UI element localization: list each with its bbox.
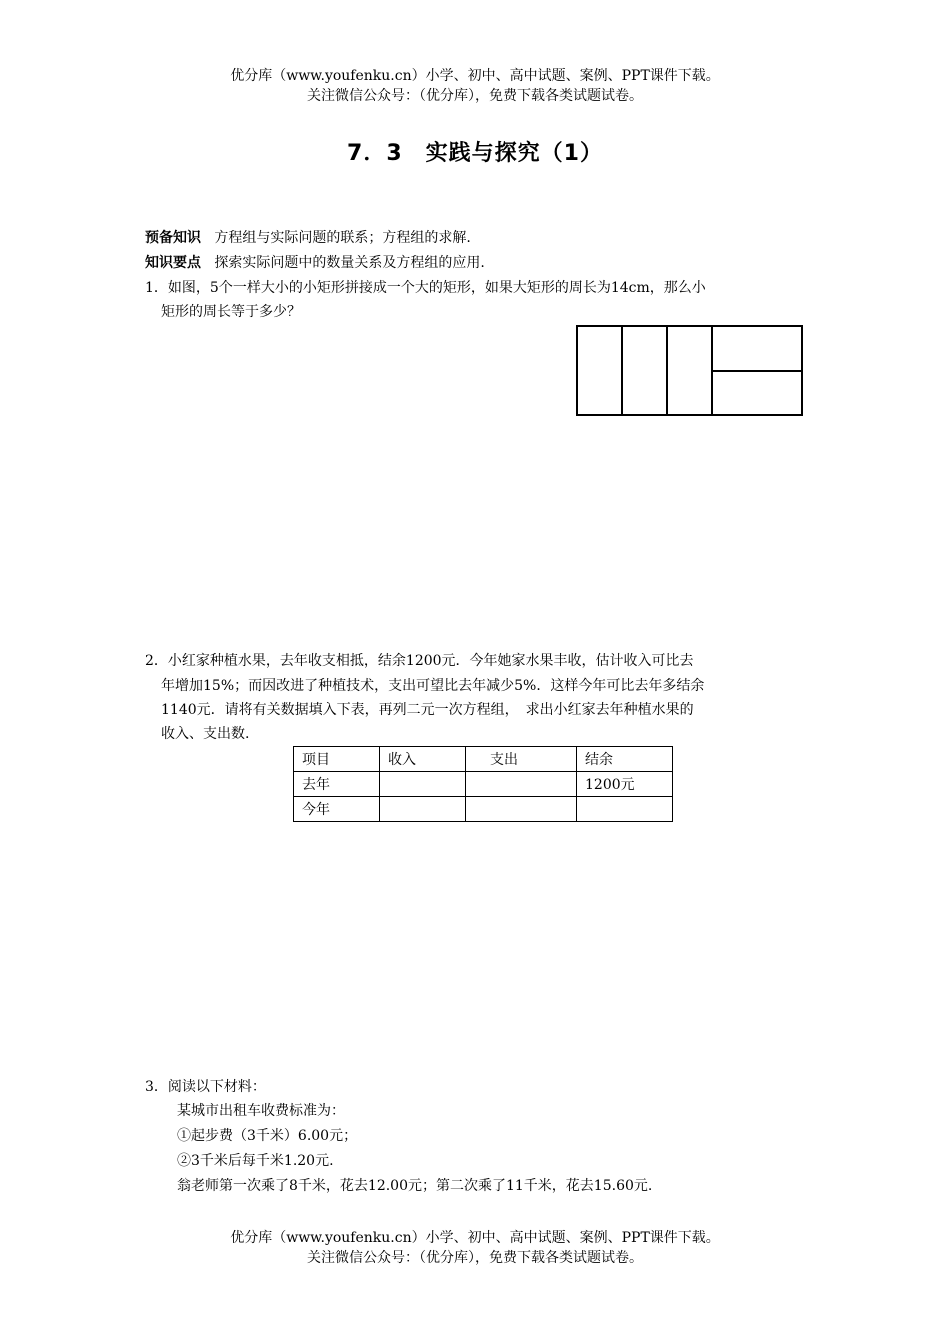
table-cell: 1200元 xyxy=(577,772,673,797)
q3-line-4: ②3千米后每千米1.20元. xyxy=(177,1153,334,1169)
page-header xyxy=(0,66,950,106)
q3-line-5: 翁老师第一次乘了8千米，花去12.00元；第二次乘了11千米，花去15.60元. xyxy=(177,1178,653,1194)
prep-text: 方程组与实际问题的联系；方程组的求解. xyxy=(214,230,471,246)
key-text: 探索实际问题中的数量关系及方程组的应用. xyxy=(214,255,485,271)
q3-line-1: 3．阅读以下材料： xyxy=(145,1079,266,1095)
q2-line-2: 年增加15%；而因改进了种植技术，支出可望比去年减少5%．这样今年可比去年多结余 xyxy=(161,678,705,694)
table-row xyxy=(294,772,673,797)
table-header-cell: 收入 xyxy=(380,747,466,772)
header-line-1: 优分库（www.youfenku.cn）小学、初中、高中试题、案例、PPT课件下载。 xyxy=(230,68,720,84)
table-header-cell: 项目 xyxy=(294,747,380,772)
q2-line-3: 1140元．请将有关数据填入下表，再列二元一次方程组， 求出小红家去年种植水果的 xyxy=(161,702,694,718)
page-footer xyxy=(0,1228,950,1268)
table-cell: 去年 xyxy=(294,772,380,797)
q2-line-1: 2．小红家种植水果，去年收支相抵，结余1200元．今年她家水果丰收，估计收入可比去 xyxy=(145,653,694,669)
table-header-cell: 支出 xyxy=(466,747,577,772)
rectangles-figure xyxy=(576,325,803,416)
key-label: 知识要点 xyxy=(145,255,201,271)
table-cell xyxy=(466,797,577,822)
prep-knowledge xyxy=(145,228,471,248)
page-title: 7．3 实践与探究（1） xyxy=(347,141,603,166)
table-cell: 今年 xyxy=(294,797,380,822)
table-cell xyxy=(380,772,466,797)
table-header-row xyxy=(294,747,673,772)
q1-line-2: 矩形的周长等于多少？ xyxy=(161,304,301,320)
table-row xyxy=(294,797,673,822)
q1-line-1: 1．如图，5个一样大小的小矩形拼接成一个大的矩形，如果大矩形的周长为14cm，那么小 xyxy=(145,280,706,296)
table-cell xyxy=(380,797,466,822)
q3-line-3: ①起步费（3千米）6.00元； xyxy=(177,1128,358,1144)
q2-line-4: 收入、支出数. xyxy=(161,726,250,742)
table-header-cell: 结余 xyxy=(577,747,673,772)
footer-line-2: 关注微信公众号：（优分库），免费下载各类试题试卷。 xyxy=(307,1250,643,1266)
data-table xyxy=(293,746,673,822)
table-cell xyxy=(466,772,577,797)
key-points xyxy=(145,253,485,273)
header-line-2: 关注微信公众号：（优分库），免费下载各类试题试卷。 xyxy=(307,88,643,104)
footer-line-1: 优分库（www.youfenku.cn）小学、初中、高中试题、案例、PPT课件下载。 xyxy=(230,1230,720,1246)
prep-label: 预备知识 xyxy=(145,230,201,246)
table-cell xyxy=(577,797,673,822)
q3-line-2: 某城市出租车收费标准为： xyxy=(177,1103,345,1119)
